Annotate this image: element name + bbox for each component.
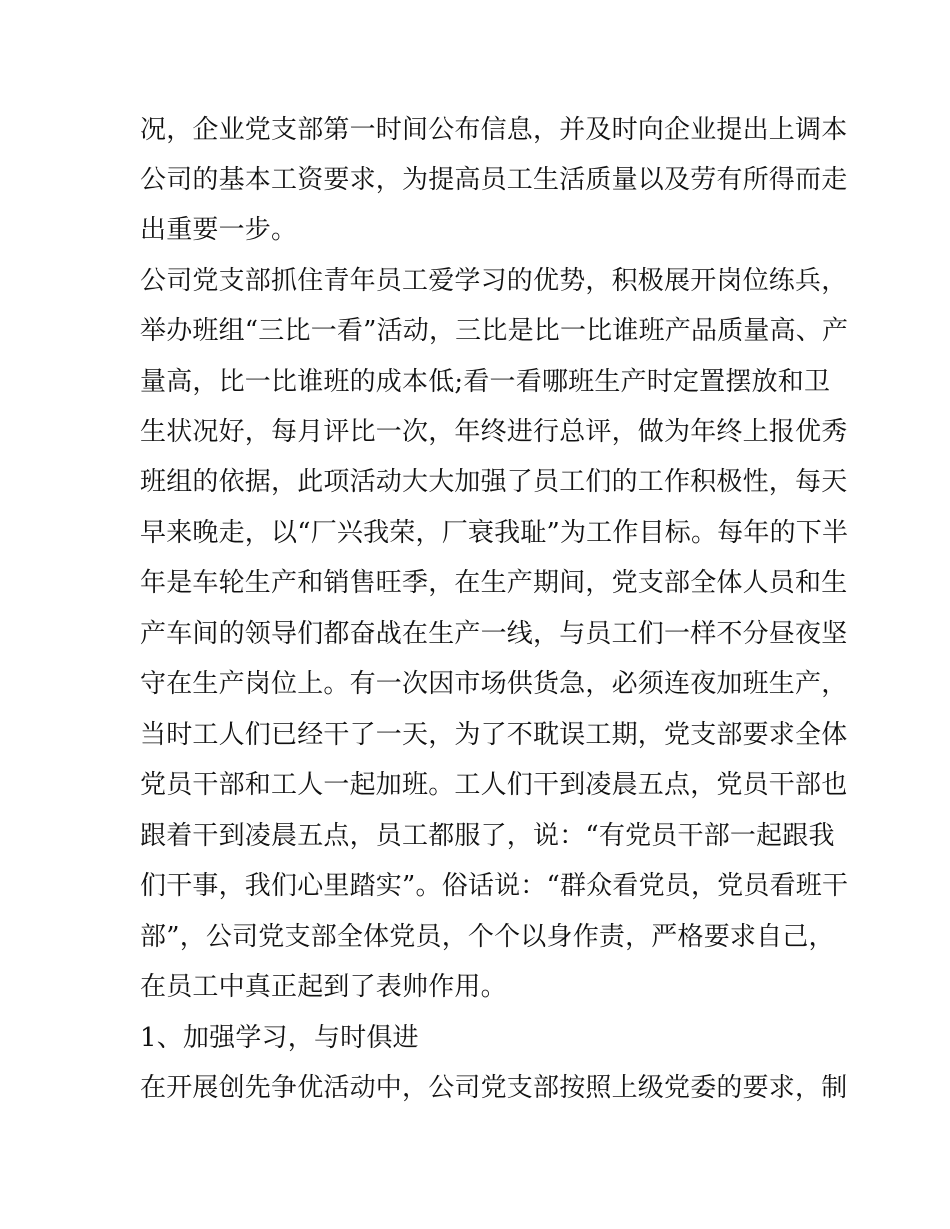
- paragraph-line: 公司党支部抓住青年员工爱学习的优势，积极展开岗位练兵，: [140, 266, 848, 296]
- paragraph-line: 早来晚走，以“厂兴我荣，厂衰我耻”为工作目标。每年的下半: [140, 518, 849, 548]
- paragraph-line: 守在生产岗位上。有一次因市场供货急，必须连夜加班生产，: [140, 669, 848, 699]
- paragraph-line: 当时工人们已经干了一天，为了不耽误工期，党支部要求全体: [140, 720, 848, 750]
- paragraph-line: 在员工中真正起到了表帅作用。: [140, 972, 507, 1002]
- section-heading: 1、加强学习，与时俱进: [140, 1023, 419, 1053]
- paragraph-line: 况，企业党支部第一时间公布信息，并及时向企业提出上调本: [140, 115, 848, 145]
- paragraph-line: 在开展创先争优活动中，公司党支部按照上级党委的要求，制: [140, 1073, 848, 1103]
- paragraph-line: 党员干部和工人一起加班。工人们干到凌晨五点，党员干部也: [140, 770, 848, 800]
- paragraph-line: 产车间的领导们都奋战在生产一线，与员工们一样不分昼夜坚: [140, 619, 848, 649]
- paragraph-line: 举办班组“三比一看”活动，三比是比一比谁班产品质量高、产: [140, 316, 849, 346]
- paragraph-line: 跟着干到凌晨五点，员工都服了，说：“有党员干部一起跟我: [140, 821, 835, 851]
- paragraph-line: 年是车轮生产和销售旺季，在生产期间，党支部全体人员和生: [140, 568, 848, 598]
- paragraph-line: 们干事，我们心里踏实”。俗话说：“群众看党员，党员看班干: [140, 871, 849, 901]
- paragraph-line: 部”，公司党支部全体党员，个个以身作责，严格要求自己，: [140, 922, 835, 952]
- paragraph-line: 量高，比一比谁班的成本低;看一看哪班生产时定置摆放和卫: [140, 367, 831, 397]
- paragraph-line: 公司的基本工资要求，为提高员工生活质量以及劳有所得而走: [140, 165, 848, 195]
- paragraph-line: 班组的依据，此项活动大大加强了员工们的工作积极性，每天: [140, 467, 848, 497]
- paragraph-line: 出重要一步。: [140, 215, 298, 245]
- paragraph-line: 生状况好，每月评比一次，年终进行总评，做为年终上报优秀: [140, 417, 848, 447]
